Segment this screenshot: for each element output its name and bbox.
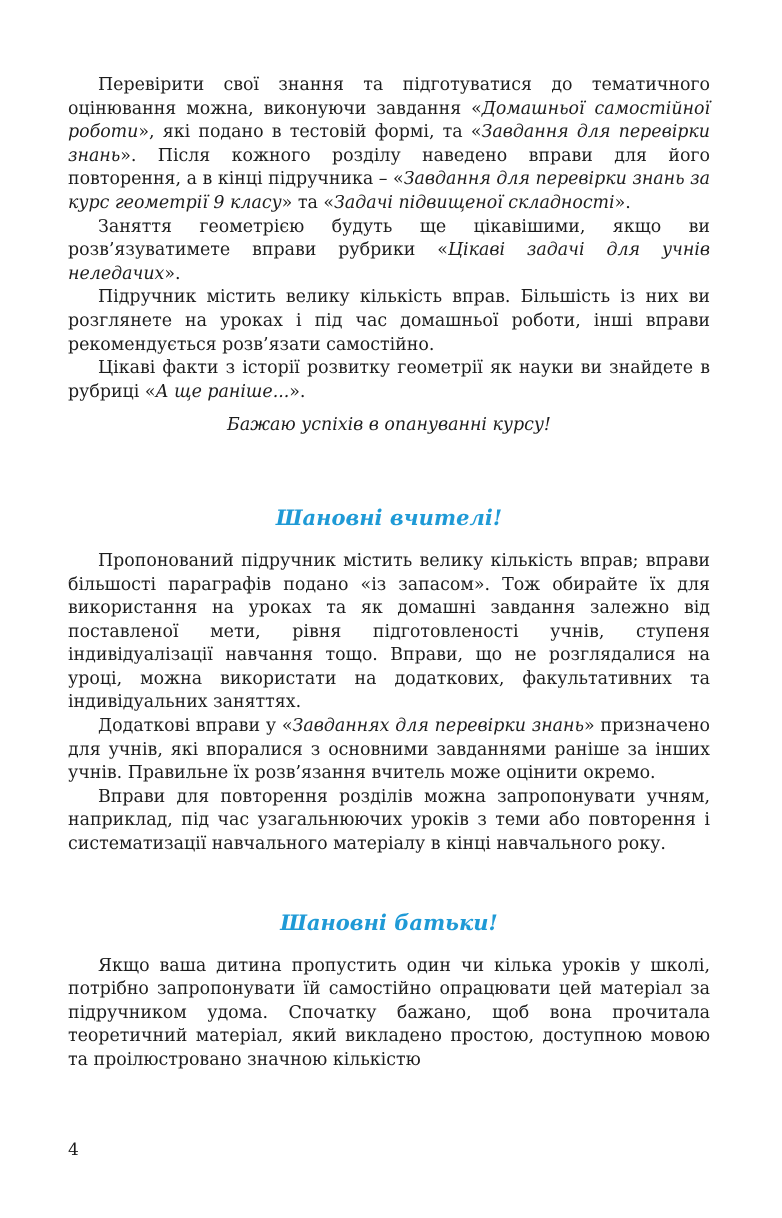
parents-paragraph-1 xyxy=(68,955,710,1073)
text-run: ». xyxy=(289,381,306,402)
text-run: Заняття геометрією будуть ще цікавішими, якщо ви розв’язуватимете вправи рубрики « xyxy=(68,216,710,261)
text-run: ». xyxy=(164,263,181,284)
intro-paragraph-1 xyxy=(68,74,710,216)
intro-paragraph-2 xyxy=(68,216,710,287)
page-number: 4 xyxy=(68,1140,79,1160)
text-run: », які подано в тестовій формі, та « xyxy=(138,122,482,143)
text-run: Перевірити свої знання та підготуватися до тематичного оцінювання можна, виконуючи завдання « xyxy=(68,75,710,119)
teachers-paragraph-3 xyxy=(68,786,710,857)
italic-text: Завдання для перевірки знань xyxy=(68,122,711,166)
page-content xyxy=(68,74,710,1073)
text-run: ». Після кожного розділу наведено вправи для його повторення, а в кінці підручника – « xyxy=(68,145,710,190)
text-run: Вправи для повторення розділів можна запропонувати учням, наприклад, під час узагальнюючих уроків з теми або повторення і систематизації навчального матеріалу в кінці навчального року. xyxy=(68,786,710,855)
teachers-paragraph-2 xyxy=(68,715,710,786)
italic-text: Задачі підвищеної складності xyxy=(333,192,615,213)
intro-paragraph-3 xyxy=(68,286,710,357)
intro-paragraph-4 xyxy=(68,357,710,404)
text-run: Якщо ваша дитина пропустить один чи кілька уроків у школі, потрібно запропонувати їй самостійно опрацювати цей матеріал за підручником удома. Спочатку бажано, щоб вона прочитала теоретичний матеріал, який викладено простою, доступною мовою та проілюстровано значною кількістю xyxy=(68,955,710,1070)
parents-heading: Шановні батьки! xyxy=(280,909,498,935)
italic-text: Завдання для перевірки знань за курс геометрії 9 класу xyxy=(68,169,710,213)
text-run: Додаткові вправи у « xyxy=(98,716,293,737)
teachers-paragraph-1 xyxy=(68,550,710,715)
text-run: » призначено для учнів, які впоралися з основними завданнями раніше за інших учнів. Правильне їх розв’язання вчитель може оцінити окремо. xyxy=(68,716,711,784)
text-run: Цікаві факти з історії розвитку геометрії як науки ви знайдете в рубриці « xyxy=(68,358,710,402)
text-run: ». xyxy=(614,192,631,213)
italic-text: А ще раніше... xyxy=(155,381,290,402)
text-run: » та « xyxy=(281,192,334,213)
text-run: Пропонований підручник містить велику кількість вправ; вправи більшості параграфів подано «із запасом». Тож обирайте їх для використання на уроках та як домашні завдання залежно від поставленої мети, рівня підготовленості учнів, ступеня індивідуалізації навчання тощо. Вправи, що не розглядалися на уроці, можна використати на додаткових, факультативних та індивідуальних заняттях. xyxy=(68,550,710,713)
italic-text: Домашньої самостійної роботи xyxy=(68,98,710,143)
italic-text: Цікаві задачі для учнів неледачих xyxy=(68,240,711,284)
teachers-heading: Шановні вчителі! xyxy=(275,504,503,530)
italic-text: Завданнях для перевірки знань xyxy=(292,716,584,737)
closing-wish: Бажаю успіхів в опануванні курсу! xyxy=(227,415,551,436)
text-run: Підручник містить велику кількість вправ. Більшість із них ви розглянете на уроках і під час домашньої роботи, інші вправи рекомендується розв’язати самостійно. xyxy=(68,287,710,355)
